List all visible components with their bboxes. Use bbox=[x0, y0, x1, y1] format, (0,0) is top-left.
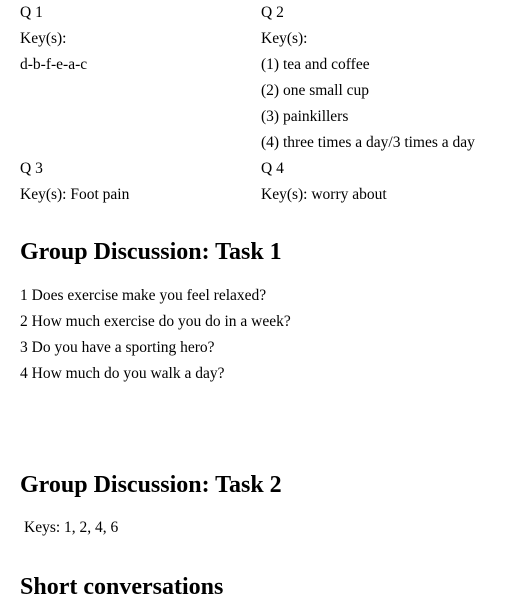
keys-row bbox=[20, 78, 520, 104]
q2-answer-4: (4) three times a day/3 times a day bbox=[261, 134, 475, 151]
task2-heading: Group Discussion: Task 2 bbox=[20, 472, 282, 498]
q1-answer: d-b-f-e-a-c bbox=[20, 56, 88, 73]
list-item: 3 Do you have a sporting hero? bbox=[20, 339, 215, 356]
empty-cell bbox=[20, 78, 261, 104]
keys-row bbox=[20, 52, 520, 78]
q2-answer-3: (3) painkillers bbox=[261, 108, 349, 125]
empty-cell bbox=[20, 130, 261, 156]
list-item: 2 How much exercise do you do in a week? bbox=[20, 313, 291, 330]
empty-cell bbox=[20, 104, 261, 130]
keys-row bbox=[20, 156, 520, 182]
keys-row bbox=[20, 0, 520, 26]
q1-label: Q 1 bbox=[20, 4, 43, 21]
q4-keys: Key(s): worry about bbox=[261, 186, 387, 203]
q3-label: Q 3 bbox=[20, 160, 43, 177]
keys-row bbox=[20, 26, 520, 52]
task1-heading: Group Discussion: Task 1 bbox=[20, 239, 282, 265]
answer-keys-grid bbox=[20, 0, 520, 208]
q2-answer-2: (2) one small cup bbox=[261, 82, 370, 99]
q3-keys: Key(s): Foot pain bbox=[20, 186, 130, 203]
short-conversations-heading: Short conversations bbox=[20, 574, 224, 600]
list-item: 1 Does exercise make you feel relaxed? bbox=[20, 287, 267, 304]
task1-question-list bbox=[20, 283, 291, 387]
q4-label: Q 4 bbox=[261, 160, 284, 177]
q2-label: Q 2 bbox=[261, 4, 284, 21]
task2-keys: Keys: 1, 2, 4, 6 bbox=[24, 519, 119, 536]
q2-keys-label: Key(s): bbox=[261, 30, 308, 47]
keys-row bbox=[20, 104, 520, 130]
q2-answer-1: (1) tea and coffee bbox=[261, 56, 370, 73]
list-item: 4 How much do you walk a day? bbox=[20, 365, 225, 382]
q1-keys-label: Key(s): bbox=[20, 30, 67, 47]
keys-row bbox=[20, 130, 520, 156]
keys-row bbox=[20, 182, 520, 208]
